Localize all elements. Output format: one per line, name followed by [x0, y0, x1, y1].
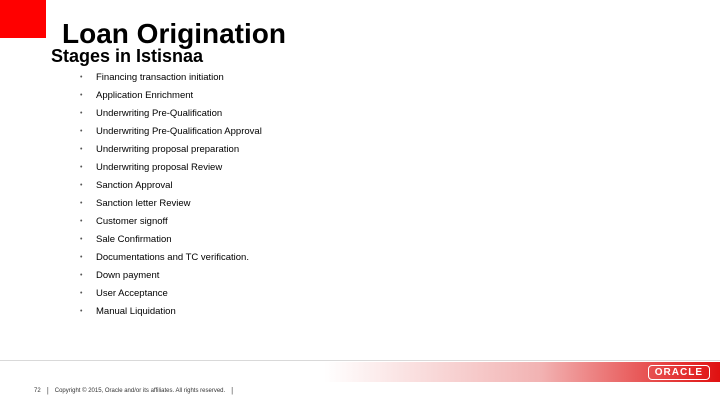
list-item — [80, 302, 262, 320]
footer-separator: | — [46, 386, 49, 395]
stage-label: Documentations and TC verification. — [96, 251, 249, 263]
footer — [34, 386, 233, 395]
page-number: 72 — [34, 387, 41, 394]
stage-label: Sanction letter Review — [96, 197, 191, 209]
bullet-icon: • — [80, 145, 83, 153]
stages-list — [80, 68, 262, 320]
list-item — [80, 86, 262, 104]
stage-label: Down payment — [96, 269, 160, 281]
list-item — [80, 248, 262, 266]
copyright-text: Copyright © 2015, Oracle and/or its affiliates. All rights reserved. — [54, 387, 226, 394]
stage-label: Sale Confirmation — [96, 233, 172, 245]
oracle-logo-text: ORACLE — [648, 365, 710, 380]
accent-bar — [0, 0, 46, 38]
footer-band — [0, 362, 720, 382]
list-item — [80, 212, 262, 230]
stage-label: User Acceptance — [96, 287, 168, 299]
bullet-icon: • — [80, 235, 83, 243]
list-item — [80, 266, 262, 284]
stage-label: Application Enrichment — [96, 89, 194, 101]
bullet-icon: • — [80, 91, 83, 99]
bullet-icon: • — [80, 289, 83, 297]
stage-label: Underwriting Pre-Qualification — [96, 107, 223, 119]
stage-label: Customer signoff — [96, 215, 168, 227]
oracle-logo — [648, 362, 710, 382]
list-item — [80, 104, 262, 122]
bullet-icon: • — [80, 73, 83, 81]
slide-title: Loan Origination — [62, 18, 286, 49]
stage-label: Financing transaction initiation — [96, 71, 224, 83]
slide-subtitle: Stages in Istisnaa — [51, 46, 204, 66]
bullet-icon: • — [80, 163, 83, 171]
list-item — [80, 158, 262, 176]
list-item — [80, 68, 262, 86]
list-item — [80, 194, 262, 212]
footer-separator-end: | — [231, 386, 234, 395]
bullet-icon: • — [80, 181, 83, 189]
bullet-icon: • — [80, 253, 83, 261]
stage-label: Underwriting proposal preparation — [96, 143, 240, 155]
bullet-icon: • — [80, 199, 83, 207]
bullet-icon: • — [80, 271, 83, 279]
stage-label: Underwriting proposal Review — [96, 161, 223, 173]
stage-label: Manual Liquidation — [96, 305, 176, 317]
bullet-icon: • — [80, 217, 83, 225]
list-item — [80, 176, 262, 194]
list-item — [80, 122, 262, 140]
list-item — [80, 140, 262, 158]
bullet-icon: • — [80, 307, 83, 315]
list-item — [80, 284, 262, 302]
footer-divider — [0, 360, 720, 361]
list-item — [80, 230, 262, 248]
bullet-icon: • — [80, 109, 83, 117]
stage-label: Sanction Approval — [96, 179, 173, 191]
stage-label: Underwriting Pre-Qualification Approval — [96, 125, 262, 137]
bullet-icon: • — [80, 127, 83, 135]
